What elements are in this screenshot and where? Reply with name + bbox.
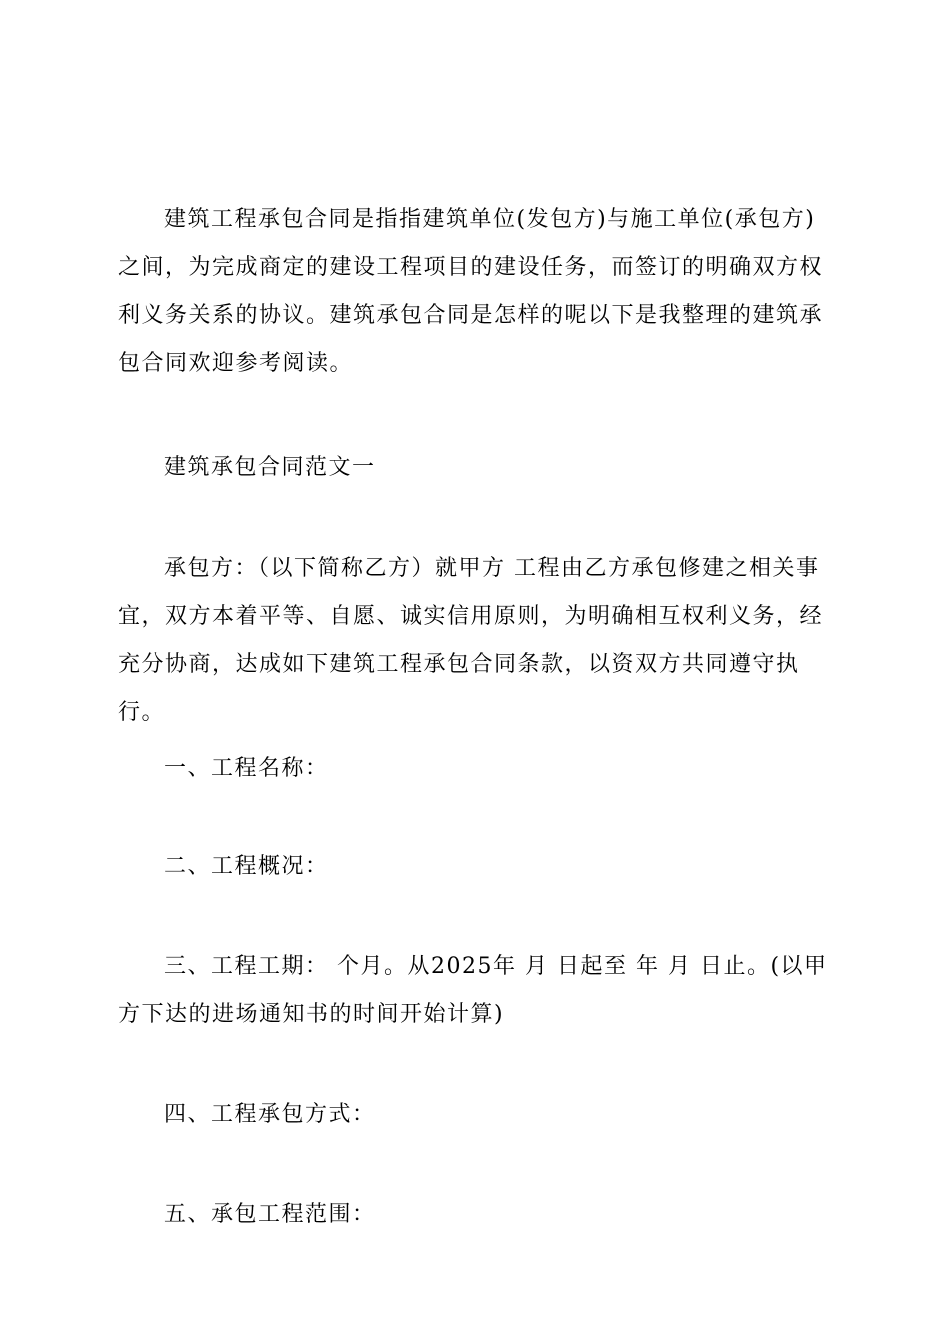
clause-project-duration: 三、工程工期： 个月。从2025年 月 日起至 年 月 日止。(以甲方下达的进场通知书的时间开始计算)	[118, 954, 828, 1027]
contractor-paragraph: 承包方：（以下简称乙方）就甲方 工程由乙方承包修建之相关事宜，双方本着平等、自愿、诚实信用原则，为明确相互权利义务，经充分协商，达成如下建筑工程承包合同条款，以资双方共同遵守执行。	[118, 556, 824, 725]
clause-contract-method: 四、工程承包方式：	[164, 1102, 376, 1127]
clause-contract-scope: 五、承包工程范围：	[164, 1202, 376, 1227]
clause-project-overview: 二、工程概况：	[164, 854, 329, 879]
clause-project-name: 一、工程名称：	[164, 756, 329, 781]
section-title: 建筑承包合同范文一	[164, 455, 376, 480]
intro-paragraph: 建筑工程承包合同是指指建筑单位(发包方)与施工单位(承包方)之间，为完成商定的建设工程项目的建设任务，而签订的明确双方权利义务关系的协议。建筑承包合同是怎样的呢以下是我整理的建筑承包合同欢迎参考阅读。	[118, 207, 824, 376]
